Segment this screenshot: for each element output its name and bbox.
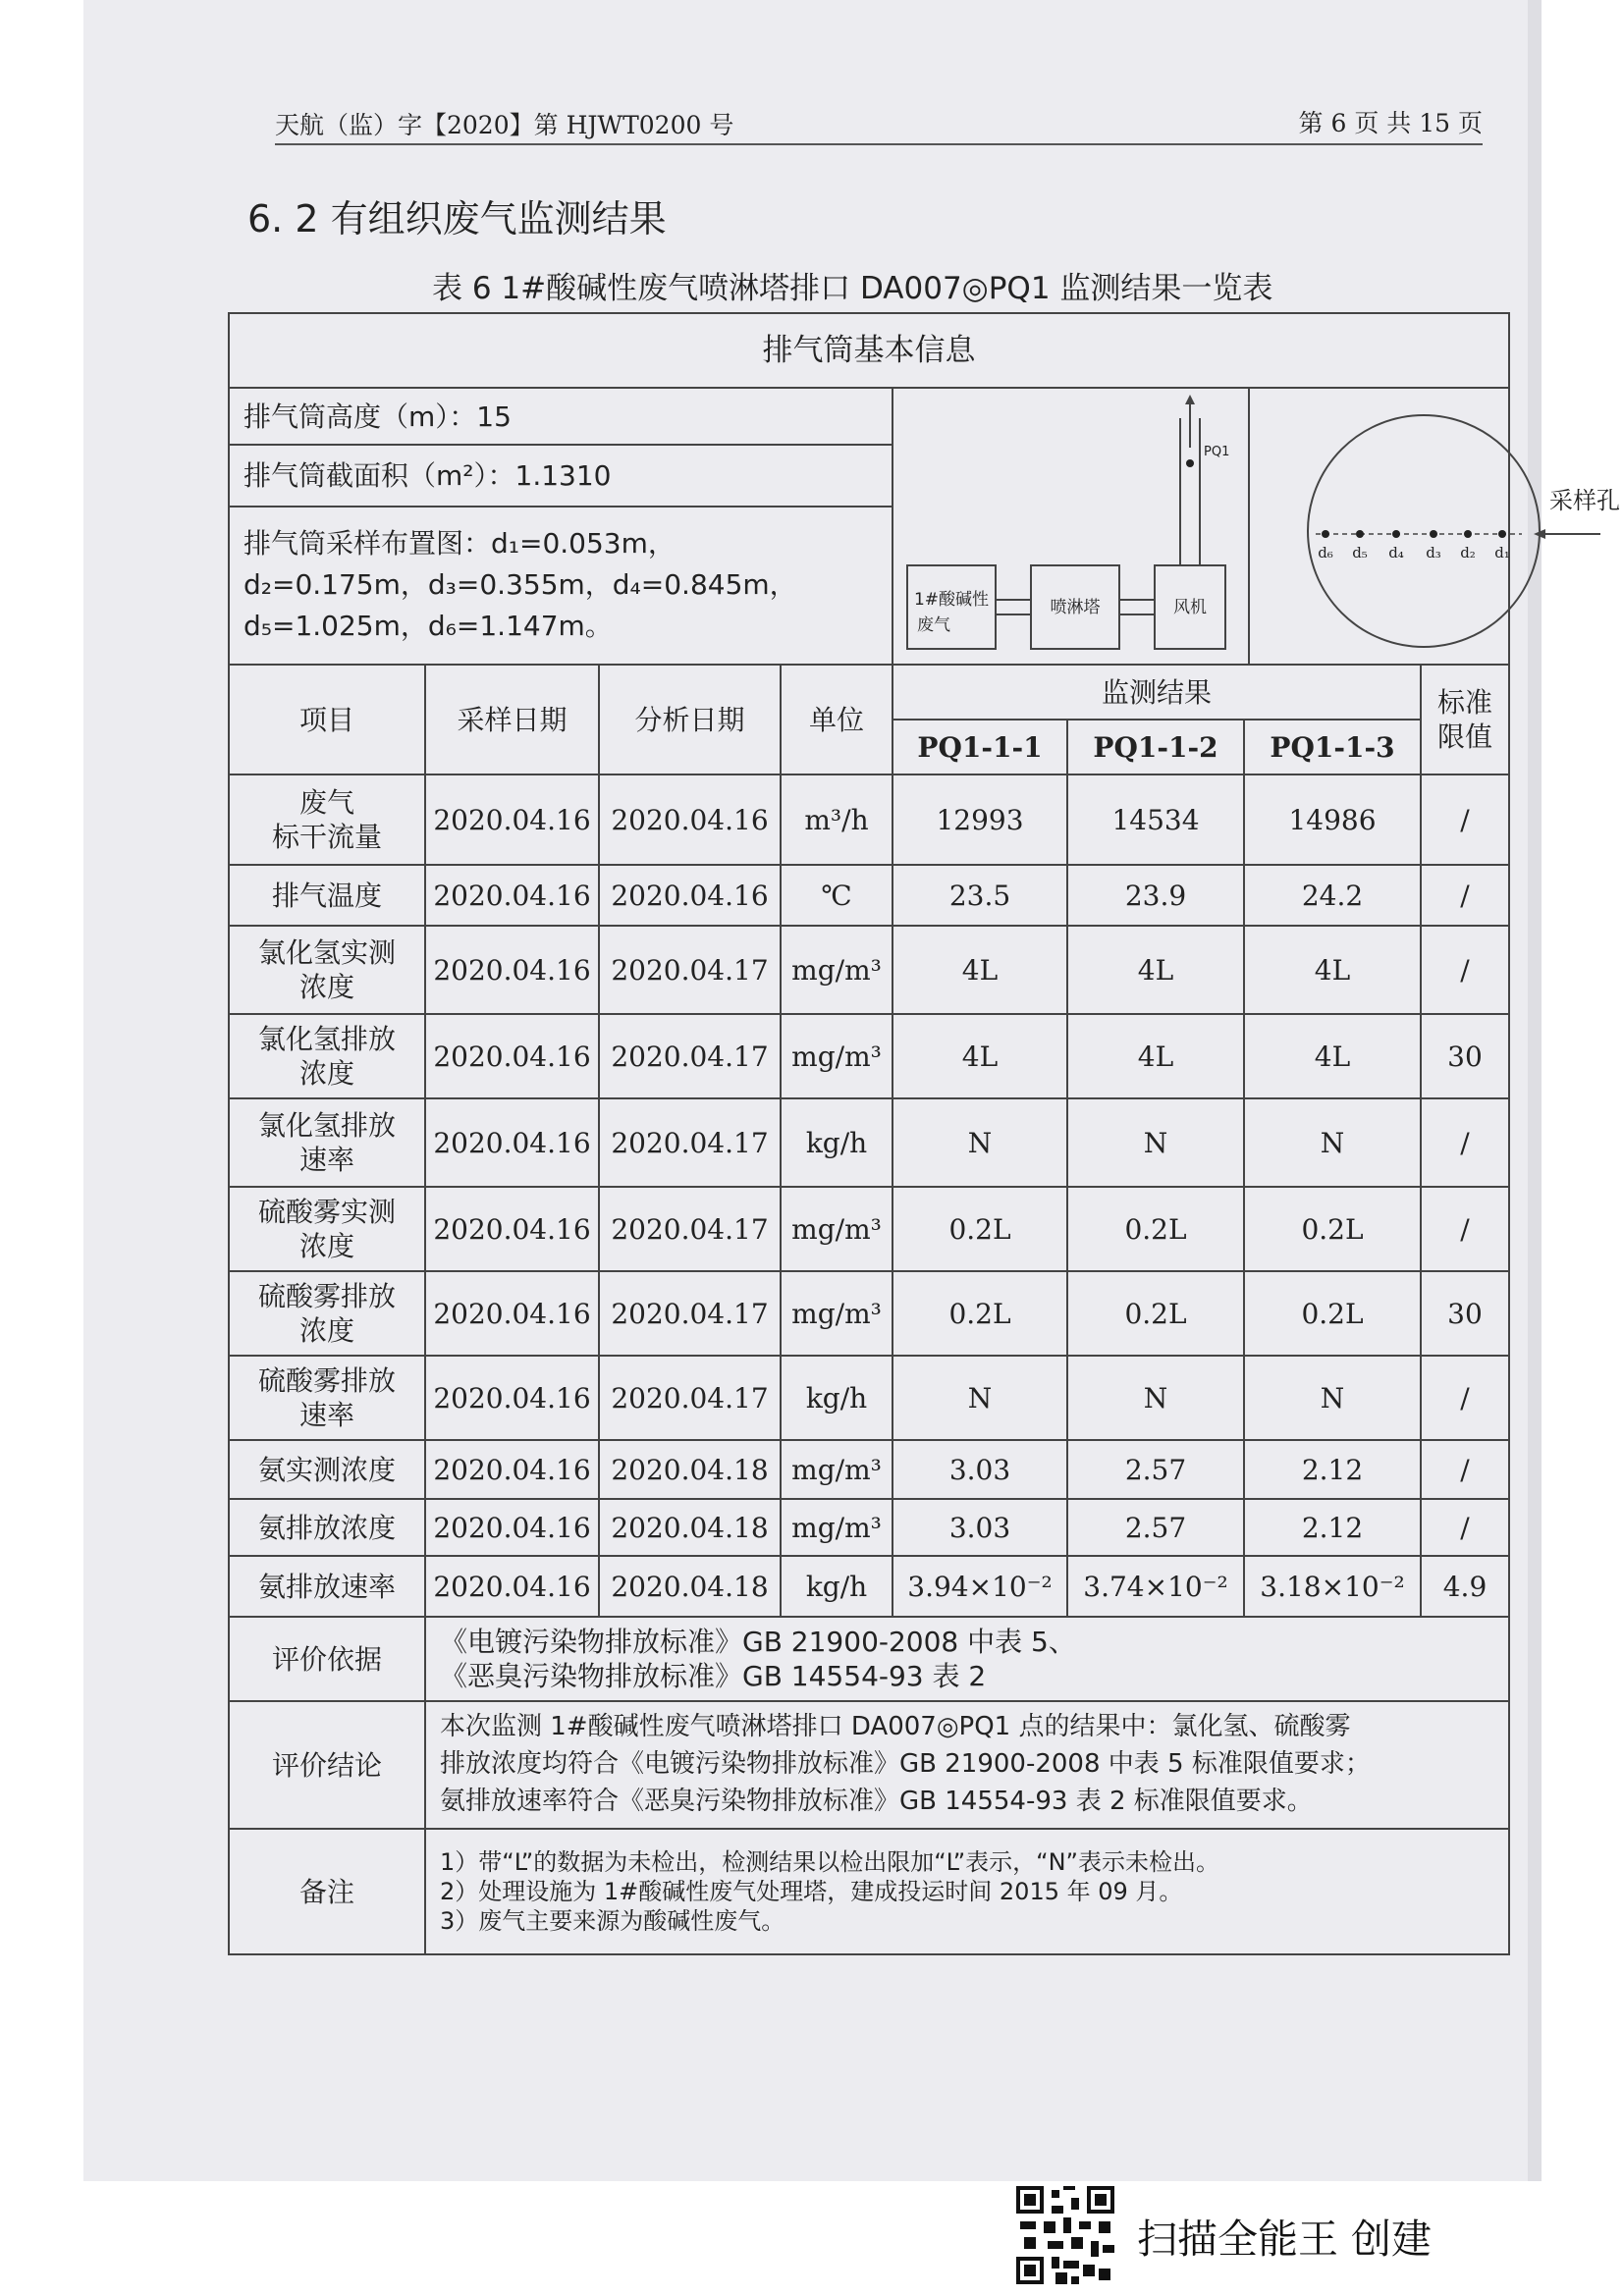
row-value-1: N <box>893 1356 1067 1440</box>
row-analysis-date: 2020.04.18 <box>599 1499 781 1556</box>
row-value-3: 2.12 <box>1244 1499 1421 1556</box>
point-d3: d₃ <box>1426 544 1441 561</box>
row-value-1: 23.5 <box>893 865 1067 926</box>
row-value-3: 2.12 <box>1244 1440 1421 1499</box>
sampling-layout-line-2: d₂=0.175m，d₃=0.355m，d₄=0.845m， <box>243 568 797 602</box>
row-value-1: N <box>893 1098 1067 1187</box>
row-limit: / <box>1421 1440 1509 1499</box>
notes-label: 备注 <box>229 1829 425 1954</box>
sampling-layout-line-1: 排气筒采样布置图：d₁=0.053m， <box>243 527 676 561</box>
row-sample-date: 2020.04.16 <box>425 1356 599 1440</box>
row-item-line-1: 硫酸雾实测 <box>257 1196 396 1228</box>
row-value-3: 0.2L <box>1244 1271 1421 1356</box>
row-limit: 30 <box>1421 1271 1509 1356</box>
row-value-1: 3.03 <box>893 1440 1067 1499</box>
point-d6: d₆ <box>1318 544 1333 561</box>
results-table <box>228 312 1620 1955</box>
row-limit: / <box>1421 1499 1509 1556</box>
row-sample-date: 2020.04.16 <box>425 1271 599 1356</box>
table-row <box>229 1014 1509 1098</box>
row-unit: kg/h <box>781 1356 893 1440</box>
row-item-line-1: 废气 <box>298 786 354 819</box>
row-value-1: 0.2L <box>893 1187 1067 1271</box>
row-limit: 30 <box>1421 1014 1509 1098</box>
row-value-1: 4L <box>893 1014 1067 1098</box>
row-sample-date: 2020.04.16 <box>425 1556 599 1617</box>
row-analysis-date: 2020.04.17 <box>599 926 781 1014</box>
row-limit: / <box>1421 774 1509 865</box>
row-sample-date: 2020.04.16 <box>425 1499 599 1556</box>
qr-code-icon <box>1016 2186 1114 2284</box>
row-value-3: N <box>1244 1098 1421 1187</box>
row-sample-date: 2020.04.16 <box>425 774 599 865</box>
row-value-1: 3.03 <box>893 1499 1067 1556</box>
conclusion-line-3: 氨排放速率符合《恶臭污染物排放标准》GB 14554-93 表 2 标准限值要求。 <box>440 1786 1313 1816</box>
stack-diagram-cell <box>893 388 1620 665</box>
table-row <box>229 926 1509 1014</box>
page-header <box>275 98 1483 145</box>
row-unit: mg/m³ <box>781 1014 893 1098</box>
stack-height: 排气筒高度（m）：15 <box>229 388 893 445</box>
sub-header-2: PQ1-1-2 <box>1067 720 1244 774</box>
section-diagram <box>1249 389 1620 664</box>
report-number: 天航（监）字【2020】第 HJWT0200 号 <box>275 111 734 139</box>
col-header-limit <box>1421 665 1509 774</box>
row-unit: mg/m³ <box>781 1271 893 1356</box>
col-header-analysis-date: 分析日期 <box>599 665 781 774</box>
point-d4: d₄ <box>1388 544 1404 561</box>
row-value-3: 3.18×10⁻² <box>1244 1556 1421 1617</box>
row-value-2: N <box>1067 1098 1244 1187</box>
note-1: 1）带“L”的数据为未检出，检测结果以检出限加“L”表示，“N”表示未检出。 <box>440 1848 1219 1876</box>
flow-diagram <box>907 395 1229 649</box>
notes-text <box>425 1829 1509 1954</box>
row-value-3: N <box>1244 1356 1421 1440</box>
row-item-line-1: 氯化氢实测 <box>257 936 396 969</box>
row-unit: kg/h <box>781 1556 893 1617</box>
stack-area: 排气筒截面积（m²）：1.1310 <box>229 445 893 506</box>
row-value-1: 0.2L <box>893 1271 1067 1356</box>
row-item-line-1: 硫酸雾排放 <box>257 1364 396 1397</box>
scrubber-label: 喷淋塔 <box>1050 598 1101 617</box>
table-row <box>229 1356 1509 1440</box>
table-row <box>229 1098 1509 1187</box>
row-item-line-2: 浓度 <box>298 971 354 1003</box>
conclusion-line-1: 本次监测 1#酸碱性废气喷淋塔排口 DA007◎PQ1 点的结果中：氯化氢、硫酸雾 <box>440 1712 1351 1742</box>
row-value-2: 2.57 <box>1067 1499 1244 1556</box>
row-sample-date: 2020.04.16 <box>425 1187 599 1271</box>
row-limit: / <box>1421 926 1509 1014</box>
row-value-3: 4L <box>1244 1014 1421 1098</box>
row-analysis-date: 2020.04.17 <box>599 1014 781 1098</box>
row-item-line-2: 浓度 <box>298 1314 354 1347</box>
row-value-3: 14986 <box>1244 774 1421 865</box>
row-item-line-1: 排气温度 <box>271 879 382 912</box>
row-sample-date: 2020.04.16 <box>425 926 599 1014</box>
note-2: 2）处理设施为 1#酸碱性废气处理塔，建成投运时间 2015 年 09 月。 <box>440 1878 1183 1905</box>
point-d5: d₅ <box>1352 544 1368 561</box>
basis-label: 评价依据 <box>229 1617 425 1701</box>
row-item-line-1: 氯化氢排放 <box>257 1023 396 1055</box>
row-value-2: 23.9 <box>1067 865 1244 926</box>
row-item-line-2: 速率 <box>298 1144 354 1176</box>
row-item-line-1: 氨排放速率 <box>257 1570 396 1603</box>
row-analysis-date: 2020.04.18 <box>599 1556 781 1617</box>
row-value-1: 4L <box>893 926 1067 1014</box>
page-number: 第 6 页 共 15 页 <box>1298 109 1483 137</box>
note-3: 3）废气主要来源为酸碱性废气。 <box>440 1907 785 1935</box>
col-header-sample-date: 采样日期 <box>425 665 599 774</box>
row-analysis-date: 2020.04.16 <box>599 865 781 926</box>
sub-header-1: PQ1-1-1 <box>893 720 1067 774</box>
row-value-2: 3.74×10⁻² <box>1067 1556 1244 1617</box>
basis-line-1: 《电镀污染物排放标准》GB 21900-2008 中表 5、 <box>440 1626 1076 1658</box>
row-analysis-date: 2020.04.18 <box>599 1440 781 1499</box>
sample-point-dot <box>1186 459 1194 467</box>
row-unit: mg/m³ <box>781 1440 893 1499</box>
row-limit: / <box>1421 865 1509 926</box>
row-limit: 4.9 <box>1421 1556 1509 1617</box>
row-unit: mg/m³ <box>781 1187 893 1271</box>
row-item-line-1: 硫酸雾排放 <box>257 1280 396 1312</box>
row-value-2: 2.57 <box>1067 1440 1244 1499</box>
fan-label: 风机 <box>1173 598 1207 617</box>
row-limit: / <box>1421 1098 1509 1187</box>
row-limit: / <box>1421 1356 1509 1440</box>
row-value-2: 0.2L <box>1067 1187 1244 1271</box>
waste-gas-label-1: 1#酸碱性 <box>913 590 990 610</box>
row-item-line-2: 标干流量 <box>271 821 382 853</box>
row-value-2: N <box>1067 1356 1244 1440</box>
row-value-2: 4L <box>1067 1014 1244 1098</box>
page-edge <box>1528 0 1542 2181</box>
row-item-line-1: 氯化氢排放 <box>257 1109 396 1142</box>
row-value-3: 24.2 <box>1244 865 1421 926</box>
row-analysis-date: 2020.04.17 <box>599 1098 781 1187</box>
stack-label: PQ1 <box>1204 445 1230 459</box>
row-unit: kg/h <box>781 1098 893 1187</box>
table-row <box>229 1271 1509 1356</box>
row-value-3: 4L <box>1244 926 1421 1014</box>
col-header-limit-line-1: 标准 <box>1436 686 1492 719</box>
col-header-unit: 单位 <box>781 665 893 774</box>
waste-gas-label-2: 废气 <box>917 615 950 635</box>
row-value-3: 0.2L <box>1244 1187 1421 1271</box>
table-row <box>229 1499 1509 1556</box>
stack-diagram <box>893 389 1620 664</box>
row-value-1: 3.94×10⁻² <box>893 1556 1067 1617</box>
row-unit: ℃ <box>781 865 893 926</box>
col-header-results: 监测结果 <box>893 665 1421 720</box>
row-sample-date: 2020.04.16 <box>425 1440 599 1499</box>
col-header-item: 项目 <box>229 665 425 774</box>
row-sample-date: 2020.04.16 <box>425 865 599 926</box>
sampling-layout <box>229 507 893 665</box>
conclusion-label: 评价结论 <box>229 1701 425 1829</box>
table-row <box>229 1440 1509 1499</box>
row-unit: m³/h <box>781 774 893 865</box>
row-unit: mg/m³ <box>781 926 893 1014</box>
row-value-2: 14534 <box>1067 774 1244 865</box>
conclusion-text <box>425 1701 1509 1829</box>
row-unit: mg/m³ <box>781 1499 893 1556</box>
table-row <box>229 1187 1509 1271</box>
row-analysis-date: 2020.04.17 <box>599 1187 781 1271</box>
row-sample-date: 2020.04.16 <box>425 1014 599 1098</box>
row-value-1: 12993 <box>893 774 1067 865</box>
table-row <box>229 865 1509 926</box>
col-header-limit-line-2: 限值 <box>1436 721 1492 753</box>
results-table-wrap <box>228 312 1620 1955</box>
row-item-line-1: 氨实测浓度 <box>257 1453 396 1486</box>
section-title: 6. 2 有组织废气监测结果 <box>247 197 667 240</box>
point-d1: d₁ <box>1494 544 1510 561</box>
row-analysis-date: 2020.04.17 <box>599 1356 781 1440</box>
point-d2: d₂ <box>1460 544 1476 561</box>
row-item-line-2: 浓度 <box>298 1057 354 1090</box>
row-sample-date: 2020.04.16 <box>425 1098 599 1187</box>
scanner-watermark: 扫描全能王 创建 <box>1137 2216 1433 2263</box>
sub-header-3: PQ1-1-3 <box>1244 720 1421 774</box>
row-value-2: 4L <box>1067 926 1244 1014</box>
table-caption: 表 6 1#酸碱性废气喷淋塔排口 DA007◎PQ1 监测结果一览表 <box>432 271 1273 306</box>
table-row <box>229 774 1509 865</box>
table-row <box>229 1556 1509 1617</box>
basis-text <box>425 1617 1509 1701</box>
sampling-port-label: 采样孔 <box>1549 487 1620 514</box>
stack-info-title: 排气筒基本信息 <box>229 313 1509 388</box>
row-item-line-2: 速率 <box>298 1399 354 1431</box>
row-analysis-date: 2020.04.17 <box>599 1271 781 1356</box>
row-limit: / <box>1421 1187 1509 1271</box>
row-item-line-2: 浓度 <box>298 1230 354 1262</box>
sampling-layout-line-3: d₅=1.025m，d₆=1.147m。 <box>243 610 613 643</box>
row-value-2: 0.2L <box>1067 1271 1244 1356</box>
basis-line-2: 《恶臭污染物排放标准》GB 14554-93 表 2 <box>440 1660 987 1692</box>
row-analysis-date: 2020.04.16 <box>599 774 781 865</box>
conclusion-line-2: 排放浓度均符合《电镀污染物排放标准》GB 21900-2008 中表 5 标准限值要求； <box>440 1749 1371 1780</box>
row-item-line-1: 氨排放浓度 <box>257 1511 396 1544</box>
